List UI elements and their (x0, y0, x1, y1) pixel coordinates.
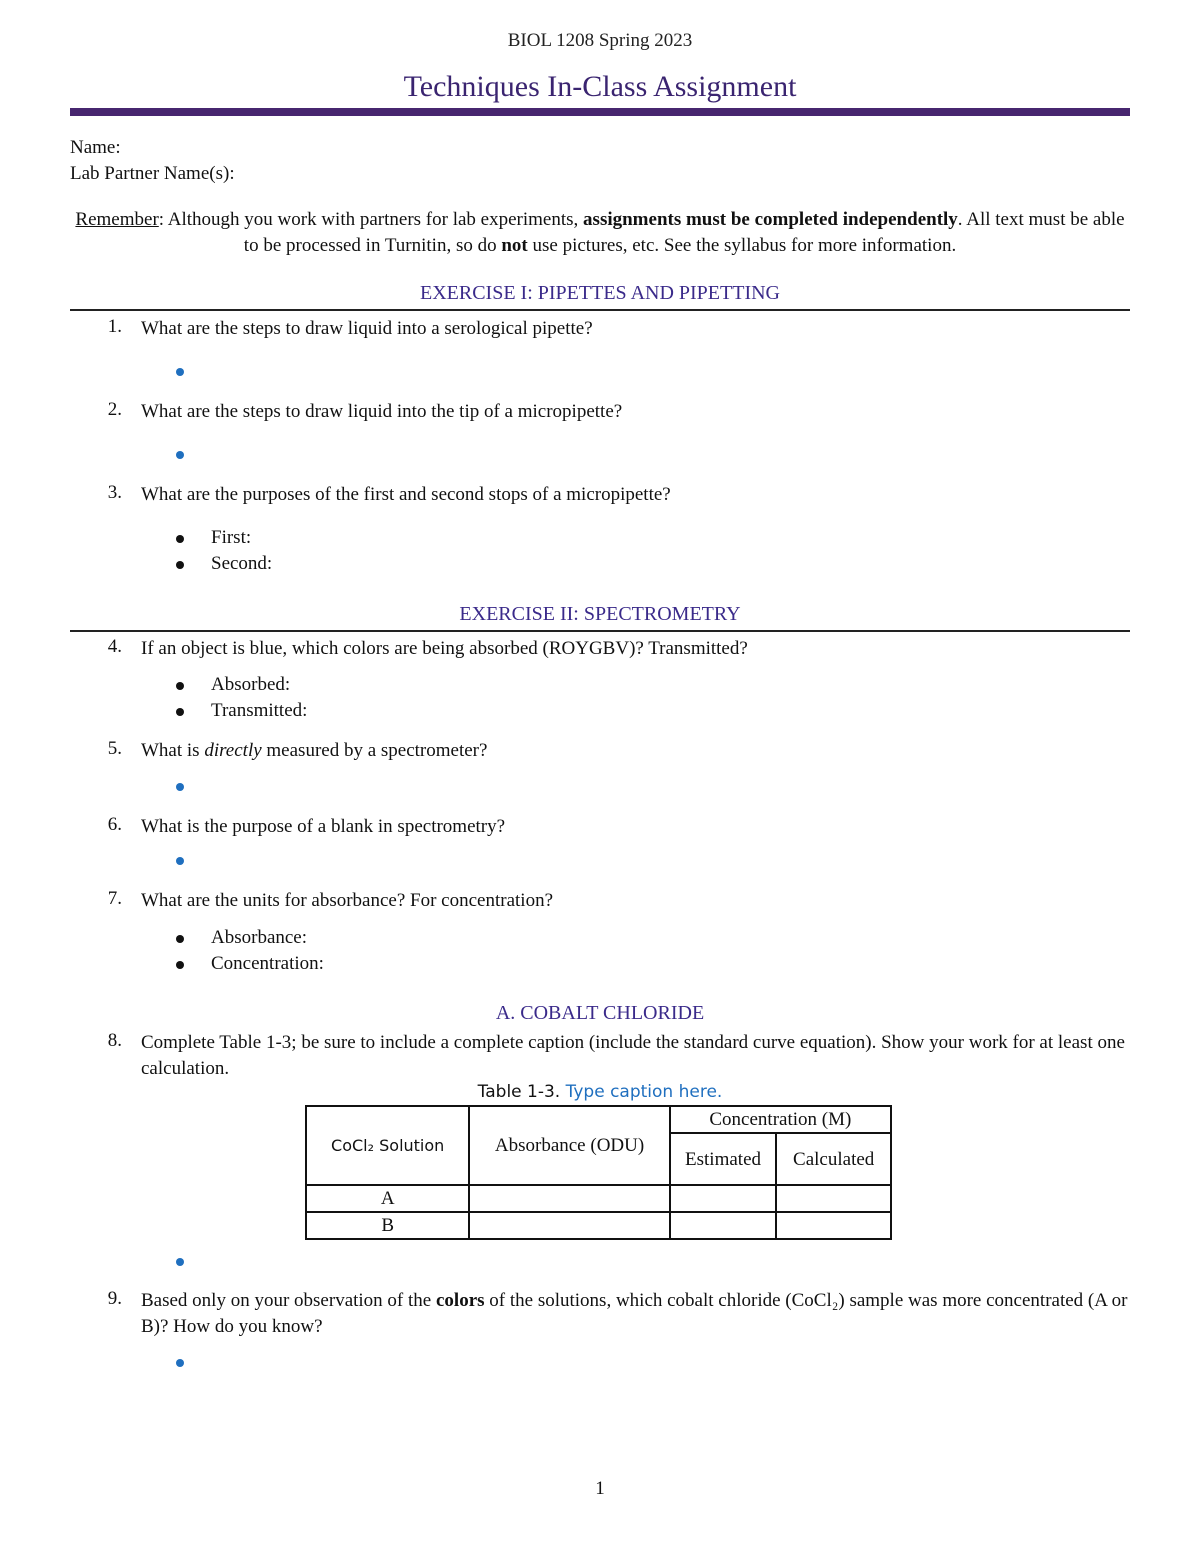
row-label: B (306, 1212, 469, 1239)
question-9-bold: colors (435, 1290, 485, 1311)
header-estimated: Estimated (670, 1133, 777, 1185)
estimated-cell[interactable] (670, 1185, 777, 1212)
question-number: 7. (107, 888, 122, 909)
calculated-cell[interactable] (776, 1185, 891, 1212)
table-row (306, 1212, 891, 1239)
question-number: 8. (107, 1030, 122, 1051)
bullet (176, 535, 184, 543)
remember-label: Remember (75, 209, 159, 230)
question-8: Complete Table 1-3; be sure to include a complete caption (include the standard curve equation). Show your work for at least one calculation. (141, 1032, 1125, 1079)
answer-label-second[interactable]: Second: (211, 553, 273, 574)
question-9 (141, 1288, 1131, 1340)
table-caption (0, 1082, 1200, 1102)
header-absorbance: Absorbance (ODU) (469, 1106, 669, 1185)
table-row (306, 1185, 891, 1212)
header-calculated: Calculated (776, 1133, 891, 1185)
bullet (176, 708, 184, 716)
name-label: Name: (70, 137, 121, 158)
section-heading-exercise-2: EXERCISE II: SPECTROMETRY (459, 603, 741, 625)
running-header: BIOL 1208 Spring 2023 (507, 30, 693, 51)
question-number: 1. (107, 316, 122, 337)
answer-label-absorbance[interactable]: Absorbance: (211, 927, 308, 948)
bullet (176, 561, 184, 569)
remember-bold-1: assignments must be completed independently (583, 209, 958, 230)
bullet (176, 961, 184, 969)
question-5-text: What is (141, 740, 205, 761)
calculated-cell[interactable] (776, 1212, 891, 1239)
remember-text-2: . All text must be able to be processed in Turnitin, so do (243, 209, 1125, 256)
question-6: What is the purpose of a blank in spectrometry? (141, 816, 506, 837)
section-heading-exercise-1: EXERCISE I: PIPETTES AND PIPETTING (420, 282, 780, 304)
question-5-emphasis: directly (204, 740, 262, 761)
question-2: What are the steps to draw liquid into the tip of a micropipette? (141, 401, 623, 422)
header-concentration: Concentration (M) (670, 1106, 891, 1133)
question-5 (141, 738, 1131, 764)
absorbance-cell[interactable] (469, 1185, 669, 1212)
answer-label-concentration[interactable]: Concentration: (211, 953, 324, 974)
header-cocl2-solution: CoCl₂ Solution (306, 1106, 469, 1185)
remember-text-3: use pictures, etc. See the syllabus for more information. (527, 235, 957, 256)
question-9-text-end: of the solutions, which cobalt chloride (CoCl₂) sample was more concentrated (A or B)? How do you know? (141, 1290, 1128, 1337)
answer-label-absorbed[interactable]: Absorbed: (211, 674, 291, 695)
remember-text-1: : Although you work with partners for lab experiments, (158, 209, 584, 230)
answer-bullet[interactable] (176, 1359, 184, 1367)
answer-bullet[interactable] (176, 451, 184, 459)
answer-label-first[interactable]: First: (211, 527, 252, 548)
question-4: If an object is blue, which colors are being absorbed (ROYGBV)? Transmitted? (141, 638, 748, 659)
answer-label-transmitted[interactable]: Transmitted: (211, 700, 308, 721)
row-label: A (306, 1185, 469, 1212)
question-1: What are the steps to draw liquid into a serological pipette? (141, 318, 593, 339)
answer-bullet[interactable] (176, 368, 184, 376)
partner-label: Lab Partner Name(s): (70, 163, 235, 184)
answer-bullet[interactable] (176, 783, 184, 791)
question-number: 5. (107, 738, 122, 759)
answer-bullet[interactable] (176, 1258, 184, 1266)
table-caption-placeholder[interactable]: Type caption here. (565, 1082, 723, 1102)
page-number: 1 (595, 1478, 605, 1499)
question-number: 4. (107, 636, 122, 657)
data-table (305, 1105, 892, 1240)
remember-bold-2: not (501, 235, 528, 256)
question-3: What are the purposes of the first and second stops of a micropipette? (141, 484, 671, 505)
title-divider (70, 108, 1130, 116)
bullet (176, 682, 184, 690)
question-7: What are the units for absorbance? For concentration? (141, 890, 554, 911)
answer-bullet[interactable] (176, 857, 184, 865)
question-number: 9. (107, 1288, 122, 1309)
question-5-text-end: measured by a spectrometer? (261, 740, 488, 761)
bullet (176, 935, 184, 943)
question-9-text: Based only on your observation of the (141, 1290, 436, 1311)
subsection-heading-cobalt-chloride: A. COBALT CHLORIDE (495, 1002, 705, 1024)
question-number: 3. (107, 482, 122, 503)
absorbance-cell[interactable] (469, 1212, 669, 1239)
page-title: Techniques In-Class Assignment (403, 70, 797, 103)
section-divider (70, 630, 1130, 632)
section-divider (70, 309, 1130, 311)
remember-note (70, 207, 1130, 259)
estimated-cell[interactable] (670, 1212, 777, 1239)
question-number: 6. (107, 814, 122, 835)
question-number: 2. (107, 399, 122, 420)
table-caption-label: Table 1-3. (477, 1082, 561, 1102)
